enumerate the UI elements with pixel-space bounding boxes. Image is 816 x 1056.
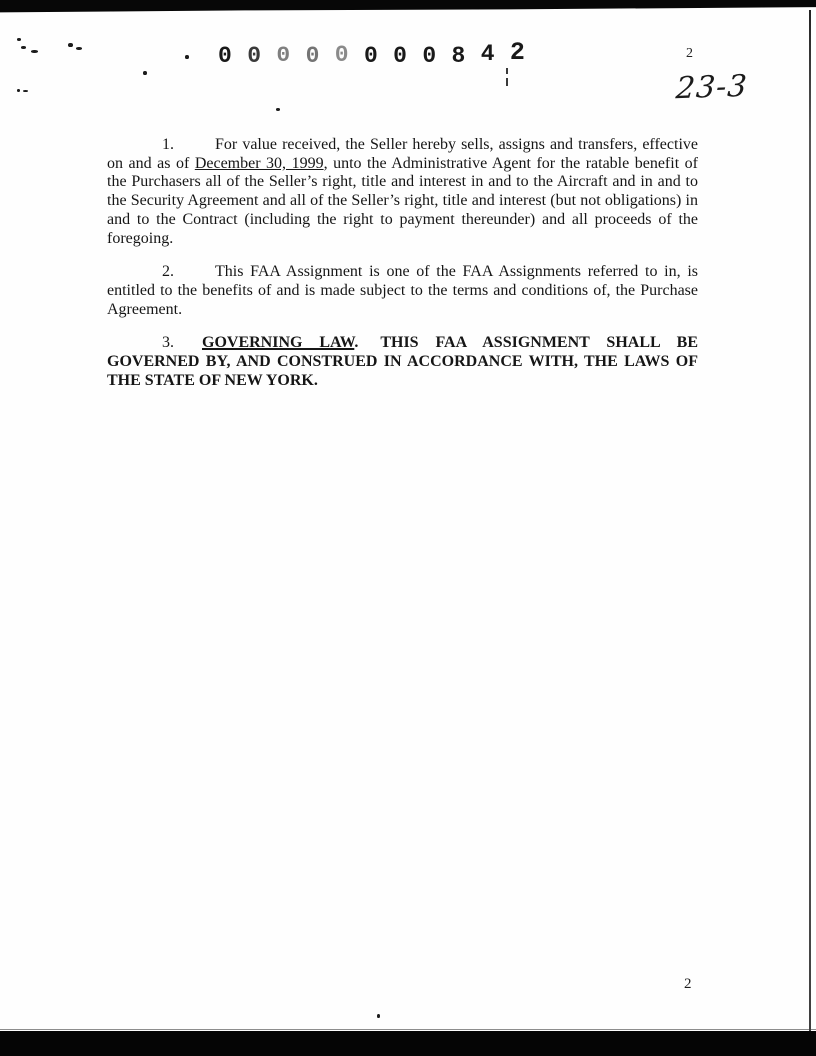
scan-speck xyxy=(377,1014,380,1018)
scan-speck xyxy=(17,89,20,92)
paragraph-3-number: 3. xyxy=(162,334,174,352)
heading-period: . xyxy=(354,334,359,352)
scan-speck xyxy=(21,46,26,49)
paragraph-2-text: This FAA Assignment is one of the FAA Assignments referred to in, is entitled to the benefits of and is made subject to the terms and conditions of, the Purchase Agreement. xyxy=(107,263,698,318)
handwritten-exhibit-number: 23-3 xyxy=(674,68,749,107)
header-page-number: 2 xyxy=(686,46,693,61)
stamp-ink-artifact xyxy=(506,68,508,74)
scan-speck xyxy=(23,90,28,92)
scan-speck xyxy=(31,50,38,53)
paragraph-2-number: 2. xyxy=(162,263,174,281)
scan-speck xyxy=(76,47,82,50)
paragraph-1-number: 1. xyxy=(162,136,174,153)
effective-date: December 30, 1999 xyxy=(194,154,324,172)
stamp-ink-artifact xyxy=(506,78,508,86)
paragraph-1 xyxy=(107,136,698,248)
stamp-leading-dot xyxy=(185,55,189,59)
governing-law-heading: GOVERNING LAW xyxy=(202,334,355,352)
paragraph-1-text-start: For value received, the Seller hereby sells, assigns and transfers, effective on and as of xyxy=(107,136,698,172)
scan-speck xyxy=(17,38,21,41)
scan-edge-bottom-bar xyxy=(0,1031,816,1056)
scan-edge-right xyxy=(809,10,811,1031)
document-body xyxy=(107,136,698,390)
scan-speck xyxy=(143,71,147,75)
scan-edge-line xyxy=(0,1029,816,1030)
paragraph-2 xyxy=(107,263,698,319)
paragraph-1-text-end: , unto the Administrative Agent for the ratable benefit of the Purchasers all of the Seller’s right, title and interest in and to the Aircraft and in and to the Security Agreement and all of the Seller’s right, title and interest (but not obligations) in and to the Contract (including the right to payment thereunder) and all proceeds of the foregoing. xyxy=(107,154,698,247)
bates-stamp-number: 0 0 0 0 0 0 0 0 8 4 2 xyxy=(218,38,525,69)
scan-edge-top-bar xyxy=(0,0,816,13)
footer-page-number: 2 xyxy=(684,976,692,992)
paragraph-3-text: THIS FAA ASSIGNMENT SHALL BE GOVERNED BY, AND CONSTRUED IN ACCORDANCE WITH, THE LAWS OF THE STATE OF NEW YORK. xyxy=(107,334,699,389)
scan-speck xyxy=(276,108,280,111)
scan-speck xyxy=(68,43,73,47)
paragraph-3 xyxy=(107,334,698,390)
